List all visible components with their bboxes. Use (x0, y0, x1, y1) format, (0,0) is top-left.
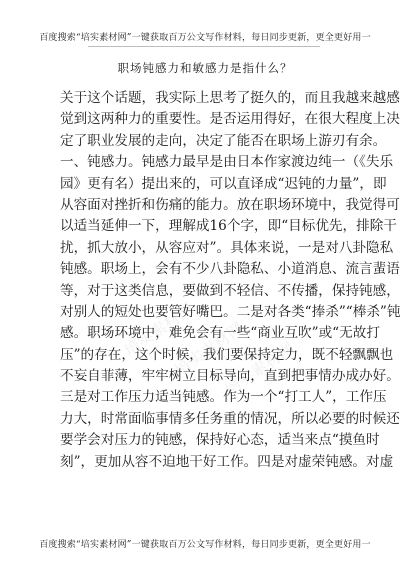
text-line: 三是对工作压力适当钝感。作为一个“打工人”，工作压 (60, 389, 387, 406)
footer-banner: 百度搜索“培实素材网”一键获取百万公文写作材料，每日同步更新，更全更好用一 (39, 540, 371, 550)
text-line: 园》更有名）提出来的，可以直译成“迟钝的力量”，即 (60, 175, 387, 192)
text-line: 刻”，更加从容不迫地干好工作。四是对虚荣钝感。对虚 (60, 453, 394, 470)
text-line: 觉到这两种力的重要性。是否运用得好，在很大程度上决 (60, 111, 400, 128)
text-line: 要学会对压力的钝感，保持好心态，适当来点“摸鱼时 (60, 432, 380, 449)
text-line: 感。职场环境中，难免会有一些“商业互吹”或“无故打 (60, 325, 380, 342)
text-line: 力大，时常面临事情多任务重的情况，所以必要的时候还 (60, 410, 400, 427)
header-divider (88, 46, 320, 47)
text-line: 从容面对挫折和伤痛的能力。放在职场环境中，我觉得可 (60, 196, 400, 213)
text-line: 钝感。职场上，会有不少八卦隐私、小道消息、流言蜚语 (60, 261, 400, 278)
watermark-text: 培实素材网 (170, 318, 248, 380)
text-line: 不妄自菲薄，牢牢树立目标导向，直到把事情办成办好。 (60, 368, 400, 385)
article-body (60, 88, 401, 473)
text-line: 定了职业发展的走向，决定了能否在职场上游刃有余。 (60, 132, 387, 149)
text-line: 一、钝感力。钝感力最早是由日本作家渡边纯一（《失乐 (60, 154, 394, 171)
watermark-text: 培实素材网 (120, 298, 197, 361)
text-line: 压”的存在，这个时候，我们要保持定力，既不轻飘飘也 (60, 346, 394, 363)
text-line: 扰，抓大放小，从容应对”。具体来说，一是对八卦隐私 (60, 239, 394, 256)
watermark-text: 培实素材网 (221, 338, 298, 400)
header-banner: 百度搜索“培实素材网”一键获取百万公文写作材料，每日同步更新，更全更好用一 (39, 33, 371, 43)
text-line: 关于这个话题，我实际上思考了挺久的，而且我越来越感 (60, 90, 400, 106)
page-title: 职场钝感力和敏感力是指什么？ (117, 61, 293, 75)
text-line: 对别人的短处也要管好嘴巴。二是对各类“捧杀”“棒杀”钝 (60, 303, 401, 320)
text-line: 以适当延伸一下，理解成16个字，即“目标优先，排除干 (60, 218, 397, 235)
text-line: 等，对于这类信息，要做到不轻信、不传播，保持钝感， (60, 282, 400, 299)
